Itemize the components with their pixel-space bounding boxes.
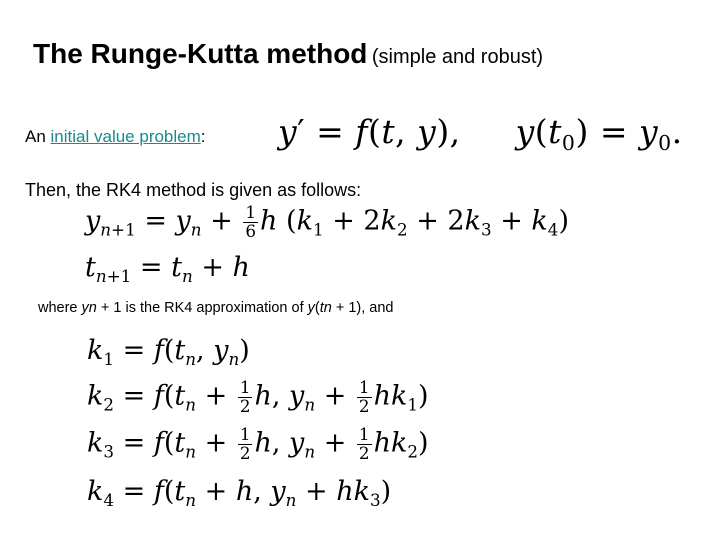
- k1-equation: $k_1 = f(t_n$, $y_n$): [87, 335, 250, 369]
- rk4-update-t-equation: $t_{n+1} = t_n + h$: [85, 252, 250, 286]
- title-main: The Runge-Kutta method: [33, 38, 368, 69]
- initial-value-problem-link[interactable]: initial value problem: [50, 127, 201, 146]
- k4-equation: $k_4 = f(t_n + h$, $y_n + hk_3$): [87, 476, 392, 510]
- ivp-suffix: :: [200, 127, 206, 146]
- rk4-where-text: where yn + 1 is the RK4 approximation of y(tn + 1), and: [38, 300, 394, 316]
- title-subtitle: (simple and robust): [371, 46, 544, 68]
- ivp-equation: y′ = f(t, y), $y(t_0) = y_0$.: [278, 112, 683, 156]
- rk4-intro-text: Then, the RK4 method is given as follows:: [25, 180, 362, 200]
- ivp-intro-text: [25, 127, 206, 147]
- slide-title: [33, 38, 543, 70]
- rk4-update-y-equation: $y_{n+1} = y_n$ + $\frac{1}{6}$ h $(k_1 + 2k_2 + 2k_3 + k_4)$: [85, 202, 569, 241]
- ivp-prefix: An: [25, 127, 51, 146]
- k3-equation: $k_3 = f(t_n$ + $\frac{1}{2}$ h, $y_n$ + $\frac{1}{2}$ $hk_2$): [87, 424, 429, 463]
- k2-equation: $k_2 = f(t_n$ + $\frac{1}{2}$ h, $y_n$ + $\frac{1}{2}$ $hk_1$): [87, 377, 429, 416]
